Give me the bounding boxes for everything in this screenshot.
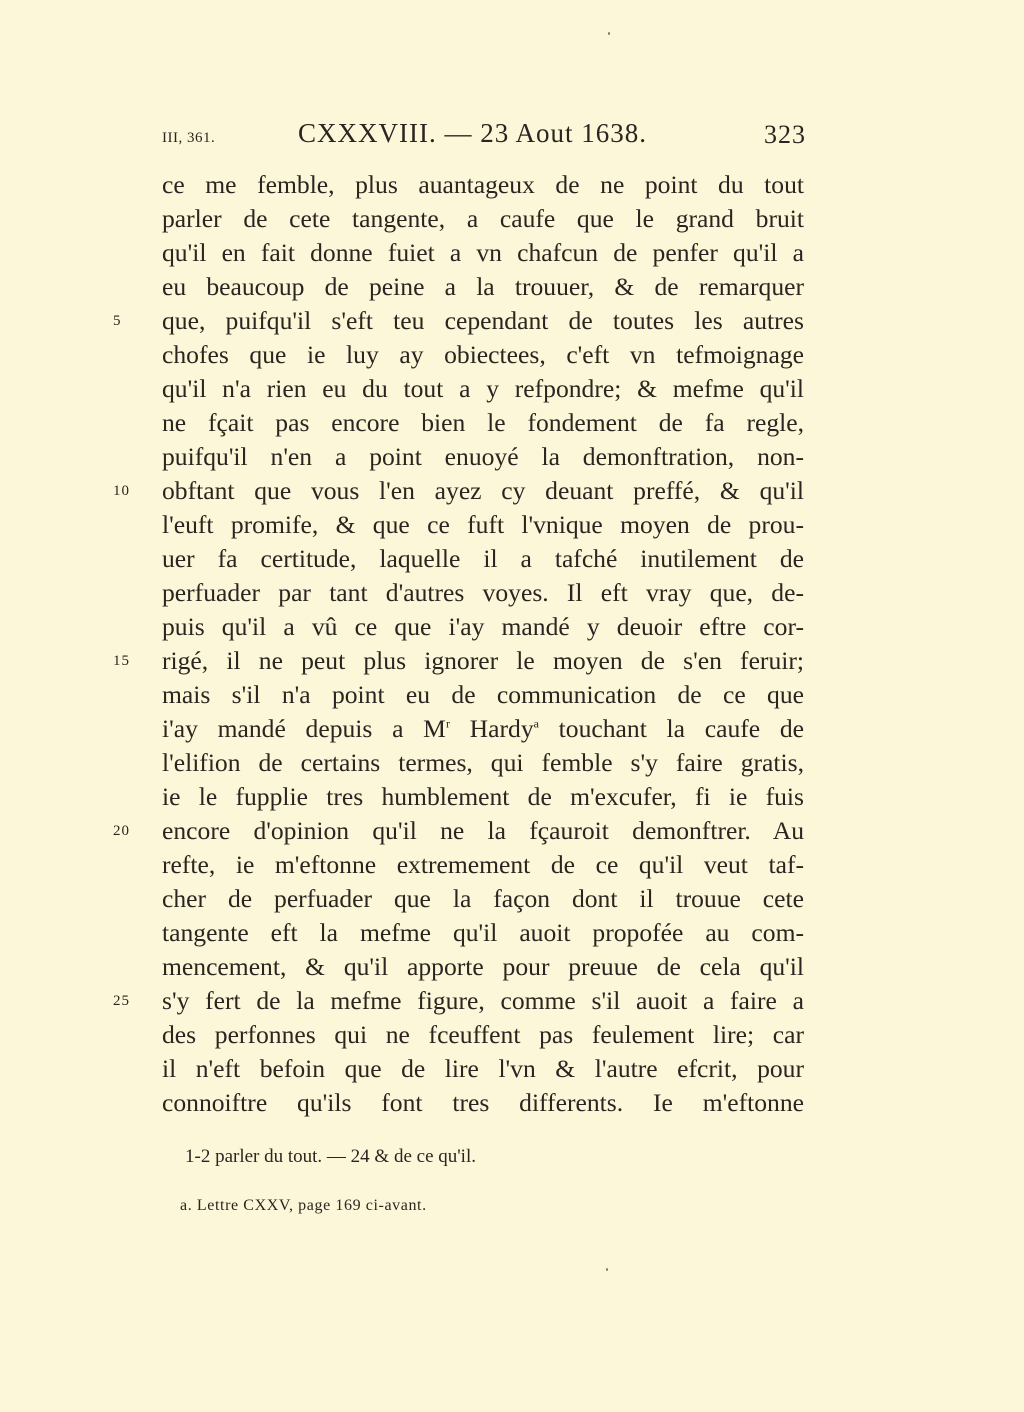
footnote: a. Lettre CXXV, page 169 ci-avant. xyxy=(180,1197,427,1214)
text-line xyxy=(162,202,804,236)
line-text: ne fçait pas encore bien le fondement de fa regle, xyxy=(162,408,804,437)
text-line xyxy=(162,950,804,984)
line-text: il n'eft befoin que de lire l'vn & l'autre efcrit, pour xyxy=(162,1054,804,1083)
textual-variants: 1-2 parler du tout. — 24 & de ce qu'il. xyxy=(185,1146,476,1167)
text-line xyxy=(162,576,804,610)
text-line xyxy=(162,780,804,814)
line-text xyxy=(162,714,804,743)
text-line xyxy=(162,508,804,542)
text-line xyxy=(162,610,804,644)
line-text: parler de cete tangente, a caufe que le grand bruit xyxy=(162,204,804,233)
line-text: refte, ie m'eftonne extremement de ce qu'il veut taf- xyxy=(162,850,804,879)
page-number: 323 xyxy=(764,120,806,149)
line-text: mais s'il n'a point eu de communication de ce que xyxy=(162,680,804,709)
text-line xyxy=(162,712,804,746)
line-number: 15 xyxy=(113,653,130,669)
paper-speck-bottom xyxy=(606,1268,608,1271)
text-line xyxy=(162,1086,804,1120)
text-line xyxy=(162,746,804,780)
line-text-before: i'ay mandé depuis a M xyxy=(162,714,446,743)
line-text: obftant que vous l'en ayez cy deuant preffé, & qu'il xyxy=(162,476,804,505)
letter-body xyxy=(113,168,805,1120)
line-text: l'elifion de certains termes, qui femble s'y faire gratis, xyxy=(162,748,804,777)
line-text: encore d'opinion qu'il ne la fçauroit demonftrer. Au xyxy=(162,816,804,845)
line-text: des perfonnes qui ne fceuffent pas feulement lire; car xyxy=(162,1020,804,1049)
line-text: rigé, il ne peut plus ignorer le moyen de s'en feruir; xyxy=(162,646,804,675)
line-number: 25 xyxy=(113,993,130,1009)
text-line xyxy=(162,440,804,474)
line-text: connoiftre qu'ils font tres differents. Ie m'eftonne xyxy=(162,1088,804,1117)
line-text: que, puifqu'il s'eft teu cependant de toutes les autres xyxy=(162,306,804,335)
line-number: 10 xyxy=(113,483,130,499)
running-header xyxy=(162,118,806,158)
line-text: qu'il n'a rien eu du tout a y refpondre; & mefme qu'il xyxy=(162,374,804,403)
text-line xyxy=(113,304,804,338)
line-text: chofes que ie luy ay obiectees, c'eft vn tefmoignage xyxy=(162,340,804,369)
line-text: l'euft promife, & que ce fuft l'vnique moyen de prou- xyxy=(162,510,804,539)
line-text: qu'il en fait donne fuiet a vn chafcun de penfer qu'il a xyxy=(162,238,804,267)
text-line xyxy=(162,542,804,576)
text-line xyxy=(162,168,804,202)
text-line xyxy=(162,270,804,304)
line-number: 20 xyxy=(113,823,130,839)
line-number: 5 xyxy=(113,313,122,329)
line-text-mid: Hardy xyxy=(449,714,534,743)
letter-heading: CXXXVIII. — 23 Aout 1638. xyxy=(298,118,647,148)
line-text: puis qu'il a vû ce que i'ay mandé y deuoir eftre cor- xyxy=(162,612,804,641)
line-text: s'y fert de la mefme figure, comme s'il auoit a faire a xyxy=(162,986,804,1015)
text-line xyxy=(113,644,804,678)
text-line xyxy=(162,1052,804,1086)
line-text: ce me femble, plus auantageux de ne point du tout xyxy=(162,170,804,199)
line-text: eu beaucoup de peine a la trouuer, & de remarquer xyxy=(162,272,804,301)
line-text: tangente eft la mefme qu'il auoit propofée au com- xyxy=(162,918,804,947)
text-line xyxy=(162,406,804,440)
line-text: mencement, & qu'il apporte pour preuue de cela qu'il xyxy=(162,952,804,981)
line-text: puifqu'il n'en a point enuoyé la demonftration, non- xyxy=(162,442,804,471)
line-text: cher de perfuader que la façon dont il trouue cete xyxy=(162,884,804,913)
paper-speck-top xyxy=(608,32,610,35)
text-line xyxy=(162,848,804,882)
text-line xyxy=(162,236,804,270)
footnote-marker-a: a xyxy=(533,716,539,731)
text-line xyxy=(162,372,804,406)
text-line xyxy=(162,338,804,372)
line-text: perfuader par tant d'autres voyes. Il eft vray que, de- xyxy=(162,578,804,607)
text-line xyxy=(113,474,804,508)
text-line xyxy=(113,984,804,1018)
text-line xyxy=(162,678,804,712)
volume-reference: III, 361. xyxy=(162,130,216,146)
text-line xyxy=(113,814,804,848)
text-line xyxy=(162,882,804,916)
text-line xyxy=(162,1018,804,1052)
text-line xyxy=(162,916,804,950)
line-text: uer fa certitude, laquelle il a tafché inutilement de xyxy=(162,544,804,573)
line-text-after: touchant la caufe de xyxy=(538,714,805,743)
superscript-r: r xyxy=(445,716,450,731)
line-text: ie le fupplie tres humblement de m'excufer, fi ie fuis xyxy=(162,782,804,811)
